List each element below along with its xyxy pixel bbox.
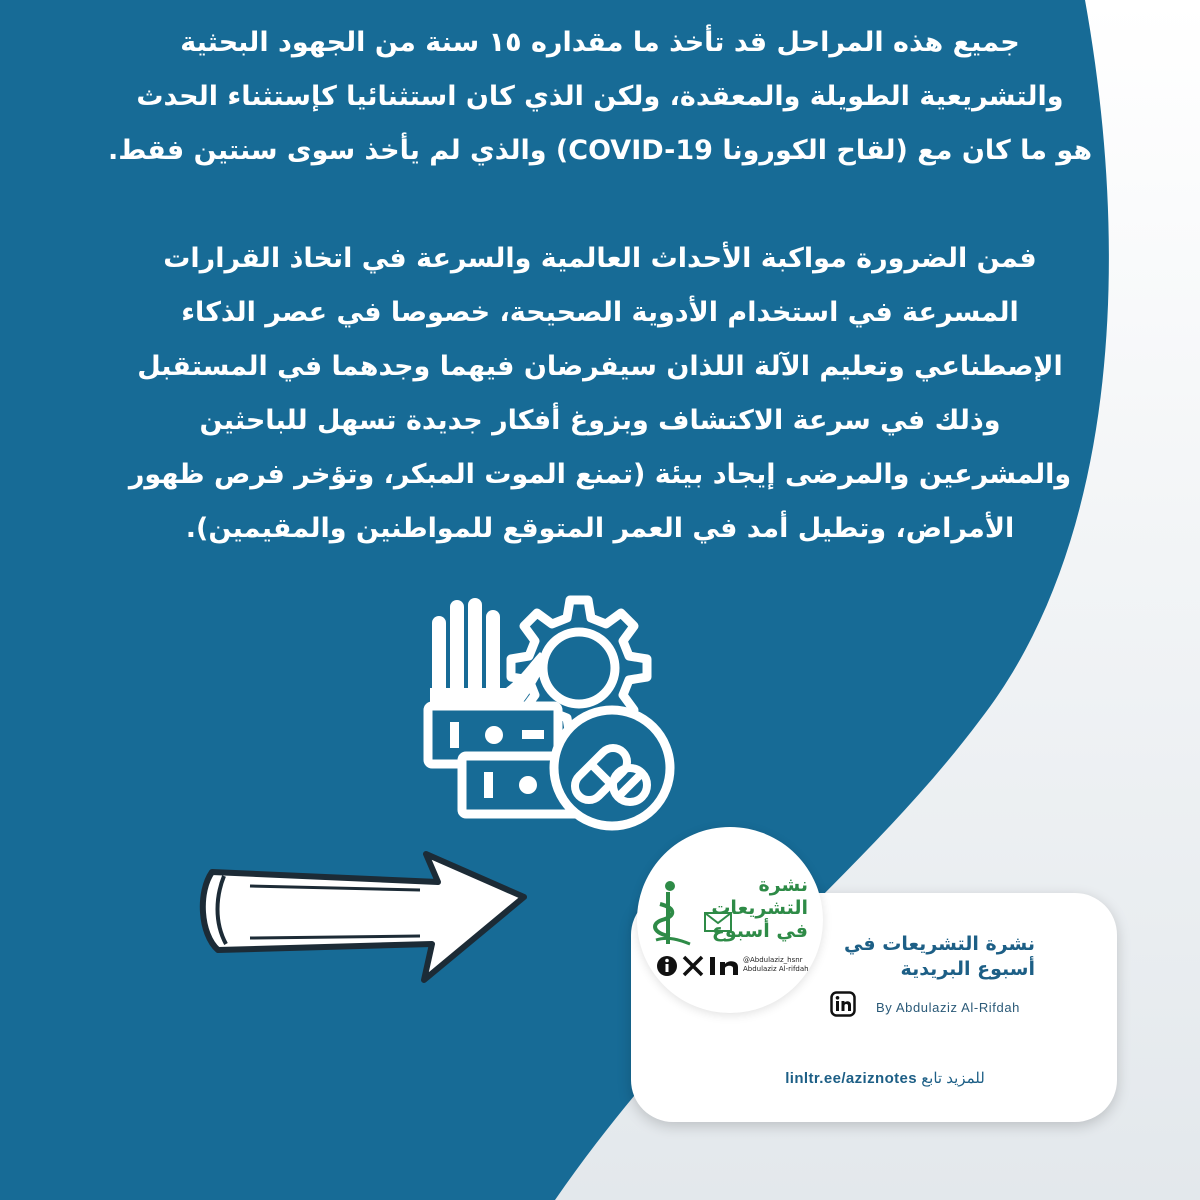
paragraph-line: والمشرعين والمرضى إيجاد بيئة (تمنع الموت المبكر، وتؤخر فرص ظهور [128, 459, 1072, 490]
main-paragraph [40, 232, 1160, 556]
follow-url[interactable]: linltr.ee/aziznotes [785, 1070, 918, 1087]
card-title-line: نشرة التشريعات في [843, 933, 1035, 955]
follow-label: للمزيد تابع [921, 1070, 985, 1087]
logo-title-line: في أسبوع [711, 920, 808, 942]
logo-title-line: نشرة التشريعات [711, 874, 808, 919]
paragraph-line: المسرعة في استخدام الأدوية الصحيحة، خصوصا في عصر الذكاء [181, 297, 1019, 328]
linkedin-icon[interactable] [830, 991, 856, 1017]
logo-handle [743, 956, 813, 974]
paragraph-line: هو ما كان مع (لقاح الكورونا COVID-19) والذي لم يأخذ سوى سنتين فقط. [107, 135, 1093, 166]
intro-paragraph [40, 16, 1160, 178]
newsletter-logo-image [650, 870, 814, 984]
paragraph-line: فمن الضرورة مواكبة الأحداث العالمية والسرعة في اتخاذ القرارات [163, 243, 1037, 274]
paragraph-line: الإصطناعي وتعليم الآلة اللذان سيفرضان فيهما وجدهما في المستقبل [137, 351, 1063, 382]
paragraph-line: جميع هذه المراحل قد تأخذ ما مقداره ١٥ سنة من الجهود البحثية [180, 27, 1020, 58]
follow-link[interactable] [740, 1069, 1030, 1087]
social-icons [656, 954, 742, 978]
paragraph-line: الأمراض، وتطيل أمد في العمر المتوقع للمواطنين والمقيمين). [185, 513, 1015, 544]
handle-text: @Abdulaziz_hsnr [743, 956, 803, 964]
card-title [820, 932, 1035, 982]
card-title-line: أسبوع البريدية [900, 958, 1035, 980]
paragraph-line: والتشريعية الطويلة والمعقدة، ولكن الذي كان استثنائيا كإستثناء الحدث [136, 81, 1064, 112]
paragraph-line: وذلك في سرعة الاكتشاف وبزوغ أفكار جديدة تسهل للباحثين [199, 405, 1001, 436]
card-author: By Abdulaziz Al-Rifdah [876, 1000, 1020, 1015]
handle-name: Abdulaziz Al-rifdah [743, 965, 809, 973]
hand-gear-money-pills-icon [410, 580, 680, 850]
logo-title [688, 874, 808, 943]
right-arrow-icon [190, 842, 535, 987]
